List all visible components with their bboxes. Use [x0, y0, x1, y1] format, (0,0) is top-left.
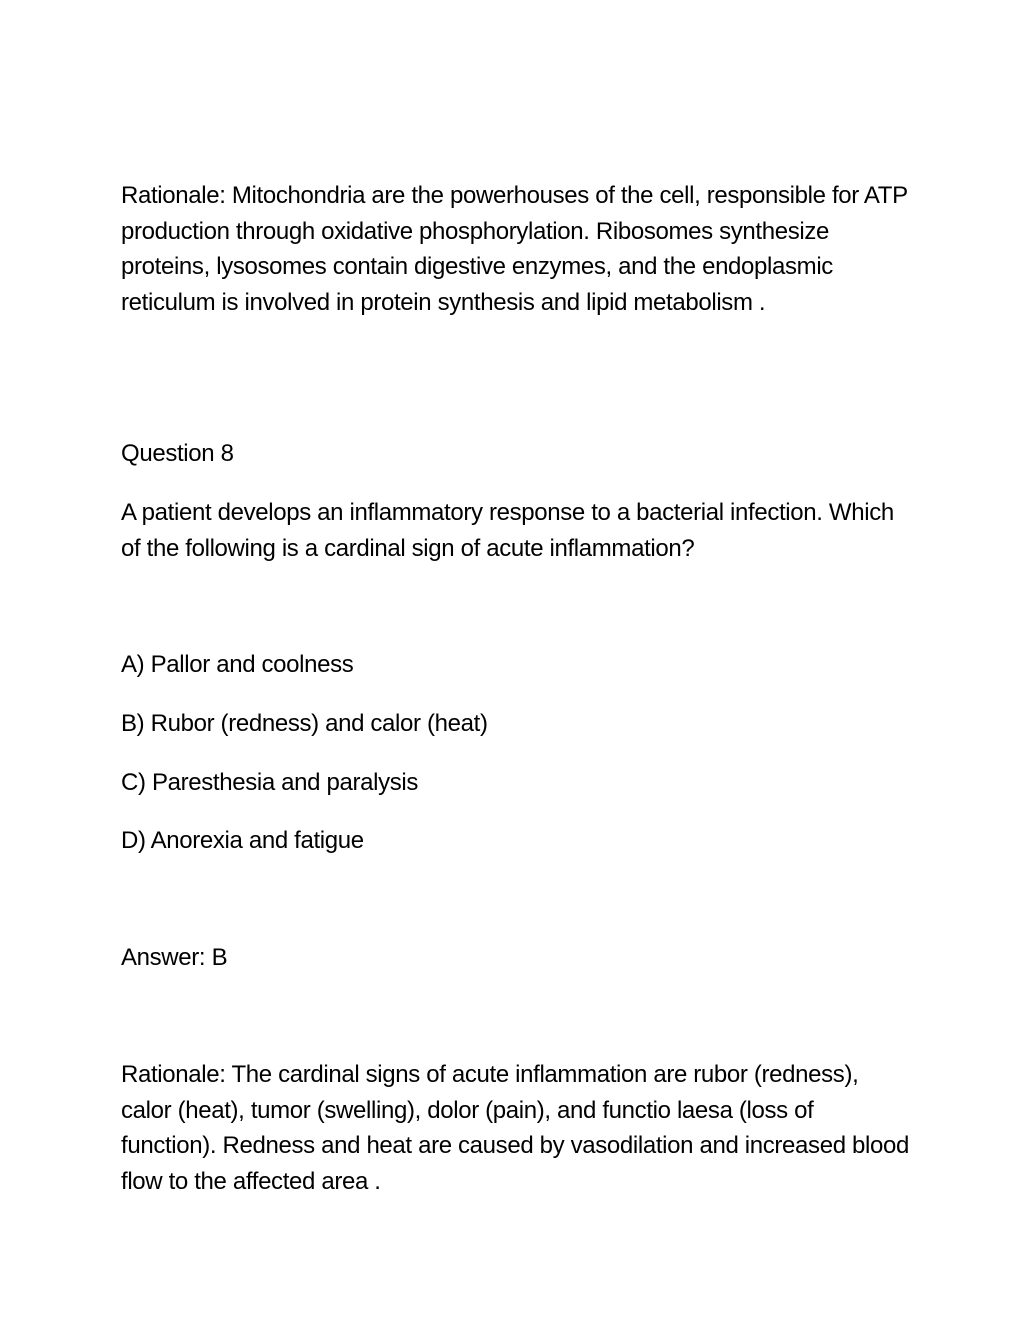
- answer-option-b: B) Rubor (redness) and calor (heat): [121, 710, 488, 737]
- previous-rationale-paragraph: Rationale: Mitochondria are the powerhouses of the cell, responsible for ATP production through oxidative phosphorylation. Ribosomes synthesize proteins, lysosomes contain digestive enzymes, and the endoplasmic reticulum is involved in protein synthesis and lipid metabolism .: [121, 182, 908, 316]
- answer-option-d: D) Anorexia and fatigue: [121, 827, 364, 854]
- answer-option-a: A) Pallor and coolness: [121, 651, 354, 678]
- rationale-paragraph: Rationale: The cardinal signs of acute inflammation are rubor (redness), calor (heat), tumor (swelling), dolor (pain), and functio laesa (loss of function). Redness and heat are caused by vasodilation and increased blood flow to the affected area .: [121, 1061, 909, 1195]
- question-heading: Question 8: [121, 440, 234, 467]
- answer-option-c: C) Paresthesia and paralysis: [121, 769, 419, 796]
- answer-line: Answer: B: [121, 944, 228, 971]
- question-stem: A patient develops an inflammatory response to a bacterial infection. Which of the following is a cardinal sign of acute inflammation?: [121, 499, 894, 562]
